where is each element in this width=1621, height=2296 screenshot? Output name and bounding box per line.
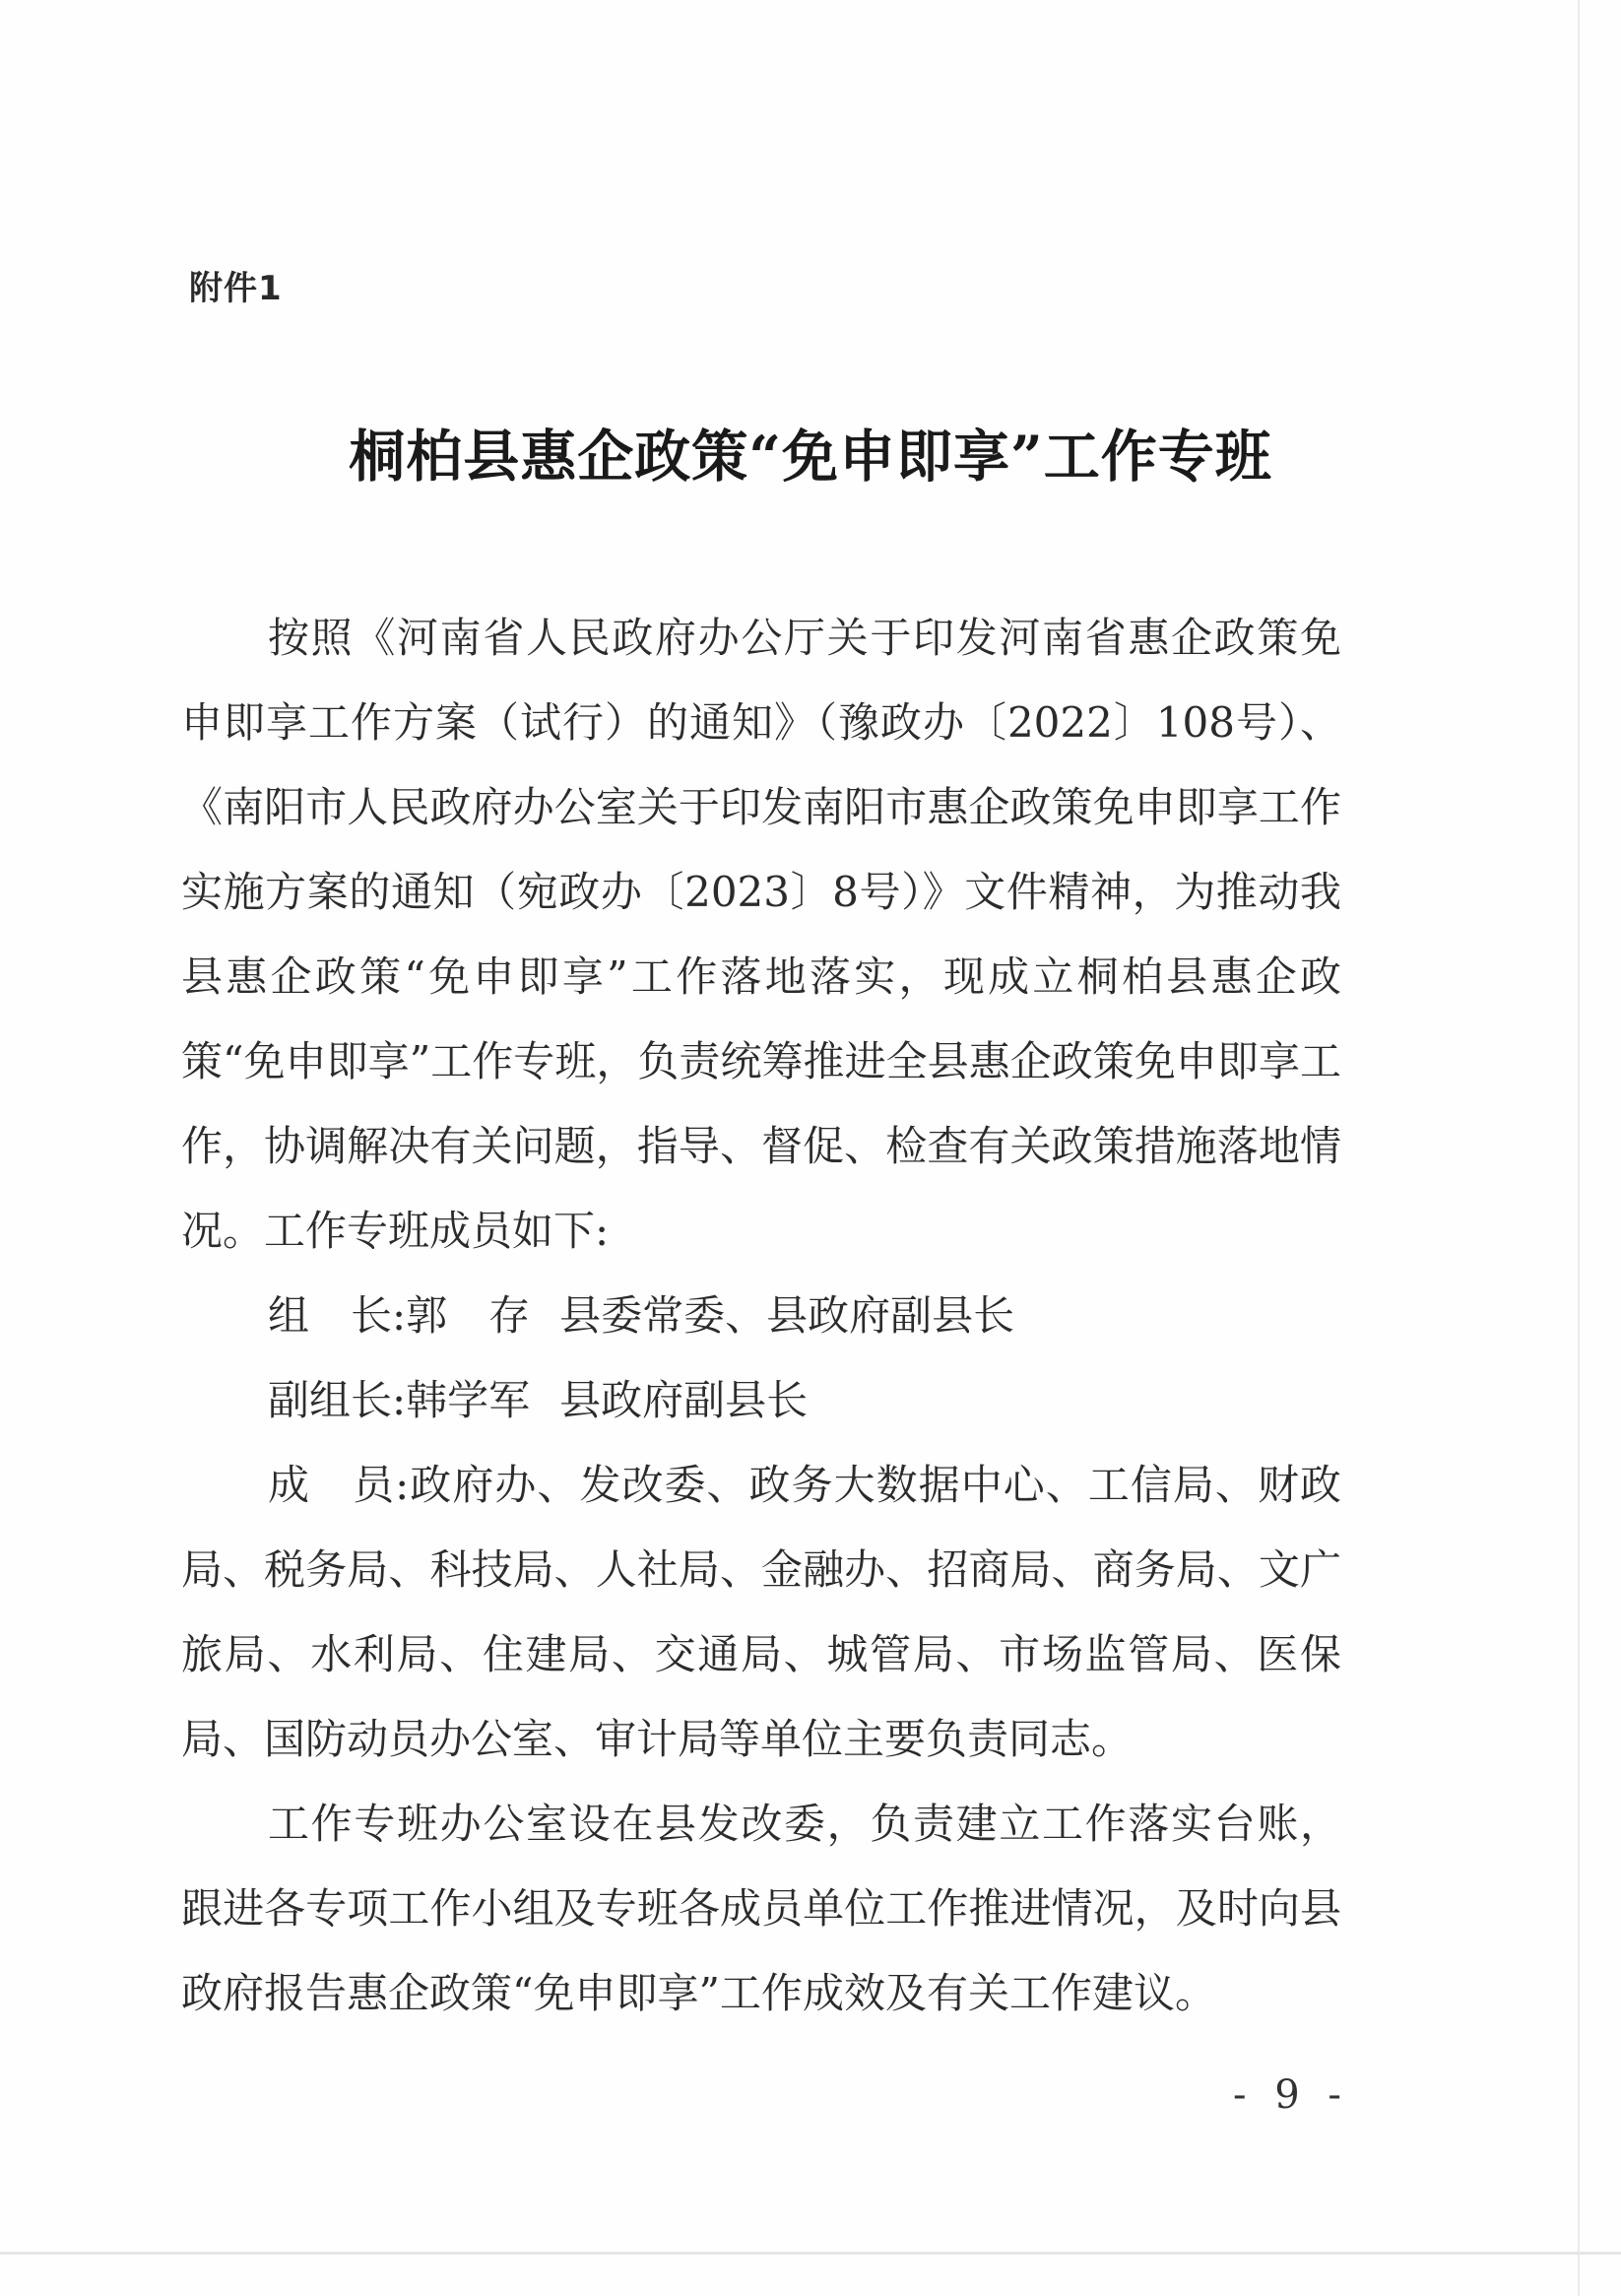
page-right-edge xyxy=(1578,0,1580,2296)
deputy-leader-position: 县政府副县长 xyxy=(559,1376,809,1424)
leader-label: 组 长: xyxy=(268,1291,407,1340)
leader-name: 郭 存 xyxy=(406,1291,531,1340)
deputy-leader-name: 韩学军 xyxy=(406,1376,531,1424)
document-title: 桐柏县惠企政策“免申即享”工作专班 xyxy=(349,424,1272,490)
members-label: 成 员: xyxy=(268,1461,410,1509)
attachment-label: 附件1 xyxy=(189,269,283,308)
document-body xyxy=(181,596,1341,2036)
members-text: 政府办、发改委、政务大数据中心、工信局、财政局、税务局、科技局、人社局、金融办、招商局、商务局、文广旅局、水利局、住建局、交通局、城管局、市场监管局、医保局、国防动员办公室、审计局等单位主要负责同志。 xyxy=(181,1461,1341,1763)
leader-position: 县委常委、县政府副县长 xyxy=(559,1291,1015,1340)
deputy-leader-row xyxy=(181,1358,1341,1443)
office-paragraph: 工作专班办公室设在县发改委，负责建立工作落实台账，跟进各专项工作小组及专班各成员单位工作推进情况，及时向县政府报告惠企政策“免申即享”工作成效及有关工作建议。 xyxy=(181,1800,1341,2017)
page-bottom-edge xyxy=(0,2252,1621,2255)
page-number: - 9 - xyxy=(1233,2072,1349,2118)
members-paragraph xyxy=(181,1443,1341,1782)
leader-row xyxy=(181,1274,1341,1358)
deputy-leader-label: 副组长: xyxy=(268,1376,407,1424)
intro-paragraph: 按照《河南省人民政府办公厅关于印发河南省惠企政策免申即享工作方案（试行）的通知》（豫政办〔2022〕108号）、《南阳市人民政府办公室关于印发南阳市惠企政策免申即享工作实施方案的通知（宛政办〔2023〕8号）》文件精神，为推动我县惠企政策“免申即享”工作落地落实，现成立桐柏县惠企政策“免申即享”工作专班，负责统筹推进全县惠企政策免申即享工作，协调解决有关问题，指导、督促、检查有关政策措施落地情况。工作专班成员如下: xyxy=(181,614,1341,1255)
